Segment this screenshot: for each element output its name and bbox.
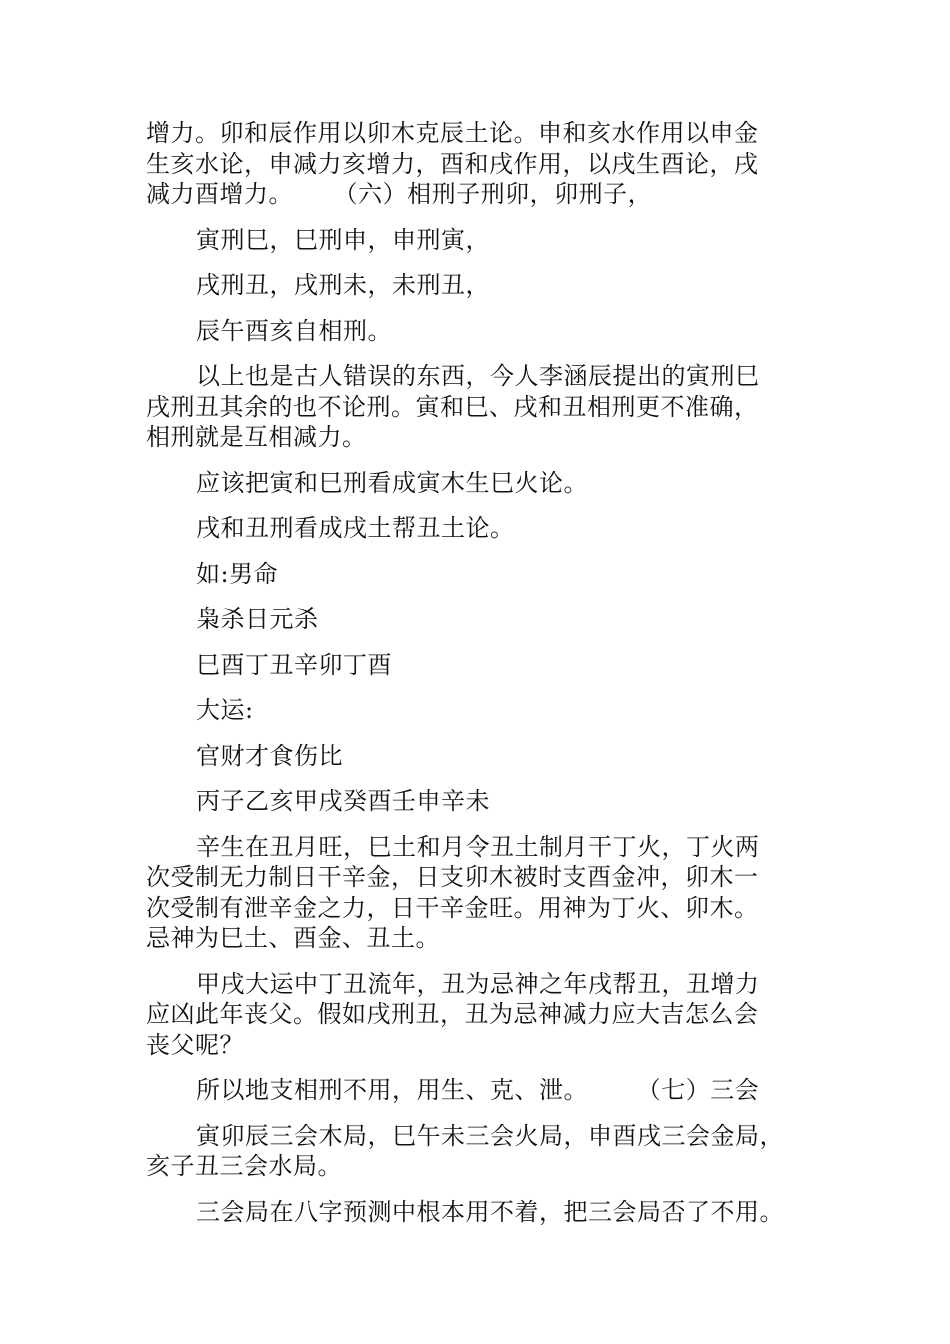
text-line: 戌刑丑，戌刑未，未刑丑， bbox=[196, 271, 490, 299]
paragraph-6 bbox=[146, 468, 796, 499]
text-line: 三会局在八字预测中根本用不着，把三会局否了不用。 bbox=[196, 1197, 784, 1226]
paragraph-7 bbox=[146, 513, 796, 544]
paragraph-5 bbox=[146, 361, 796, 453]
text-line: 相刑就是互相减力。 bbox=[146, 423, 367, 451]
text-line: 增力。卯和辰作用以卯木克辰土论。申和亥水作用以申金 bbox=[146, 119, 759, 147]
paragraph-16 bbox=[146, 1075, 796, 1106]
text-line: 寅刑巳，巳刑申，申刑寅， bbox=[196, 225, 490, 254]
paragraph-13 bbox=[146, 786, 796, 817]
paragraph-12 bbox=[146, 741, 796, 772]
document-body bbox=[146, 118, 796, 1242]
text-line: 丙子乙亥甲戌癸酉壬申辛未 bbox=[196, 787, 490, 815]
text-line: 寅卯辰三会木局，巳午未三会火局，申酉戌三会金局， bbox=[196, 1121, 784, 1150]
text-line: 甲戌大运中丁丑流年，丑为忌神之年戌帮丑，丑增力 bbox=[196, 969, 760, 998]
text-line: 亥子丑三会水局。 bbox=[146, 1152, 342, 1180]
text-line: 辰午酉亥自相刑。 bbox=[196, 316, 392, 345]
text-line: 次受制有泄辛金之力，日干辛金旺。用神为丁火、卯木。 bbox=[146, 893, 759, 922]
paragraph-14 bbox=[146, 832, 796, 954]
paragraph-10 bbox=[146, 650, 796, 681]
paragraph-17 bbox=[146, 1121, 796, 1182]
text-line: 戌刑丑其余的也不论刑。寅和巳、戌和丑相刑更不准确， bbox=[146, 392, 759, 421]
text-line: 次受制无力制日干辛金，日支卯木被时支酉金冲，卯木一 bbox=[146, 863, 759, 891]
paragraph-3 bbox=[146, 270, 796, 301]
text-line: 枭杀日元杀 bbox=[196, 605, 319, 633]
paragraph-11 bbox=[146, 695, 796, 726]
text-line: 如:男命 bbox=[196, 559, 279, 588]
text-line: 应该把寅和巳刑看成寅木生巳火论。 bbox=[196, 468, 588, 497]
text-line: 减力酉增力。 （六）相刑子刑卯，卯刑子， bbox=[146, 180, 653, 208]
text-line: 生亥水论，申减力亥增力，酉和戌作用，以戌生酉论，戌 bbox=[146, 149, 759, 178]
paragraph-15 bbox=[146, 969, 796, 1061]
text-line: 戌和丑刑看成戌土帮丑土论。 bbox=[196, 514, 515, 542]
paragraph-9 bbox=[146, 604, 796, 635]
text-line: 官财才食伤比 bbox=[196, 741, 343, 770]
text-line: 应凶此年丧父。假如戌刑丑，丑为忌神减力应大吉怎么会 bbox=[146, 1000, 759, 1028]
paragraph-1 bbox=[146, 118, 796, 210]
text-line: 以上也是古人错误的东西，今人李涵辰提出的寅刑巳 bbox=[196, 362, 760, 390]
text-line: 所以地支相刑不用，用生、克、泄。 （七）三会 bbox=[196, 1076, 760, 1104]
paragraph-8 bbox=[146, 559, 796, 590]
text-line: 丧父呢？ bbox=[146, 1030, 244, 1059]
text-line: 辛生在丑月旺，巳土和月令丑土制月干丁火，丁火两 bbox=[196, 832, 760, 861]
paragraph-18 bbox=[146, 1197, 796, 1228]
paragraph-2 bbox=[146, 225, 796, 256]
text-line: 忌神为巳土、酉金、丑土。 bbox=[146, 924, 440, 952]
text-line: 巳酉丁丑辛卯丁酉 bbox=[196, 650, 392, 679]
paragraph-4 bbox=[146, 316, 796, 347]
text-line: 大运: bbox=[196, 696, 254, 724]
